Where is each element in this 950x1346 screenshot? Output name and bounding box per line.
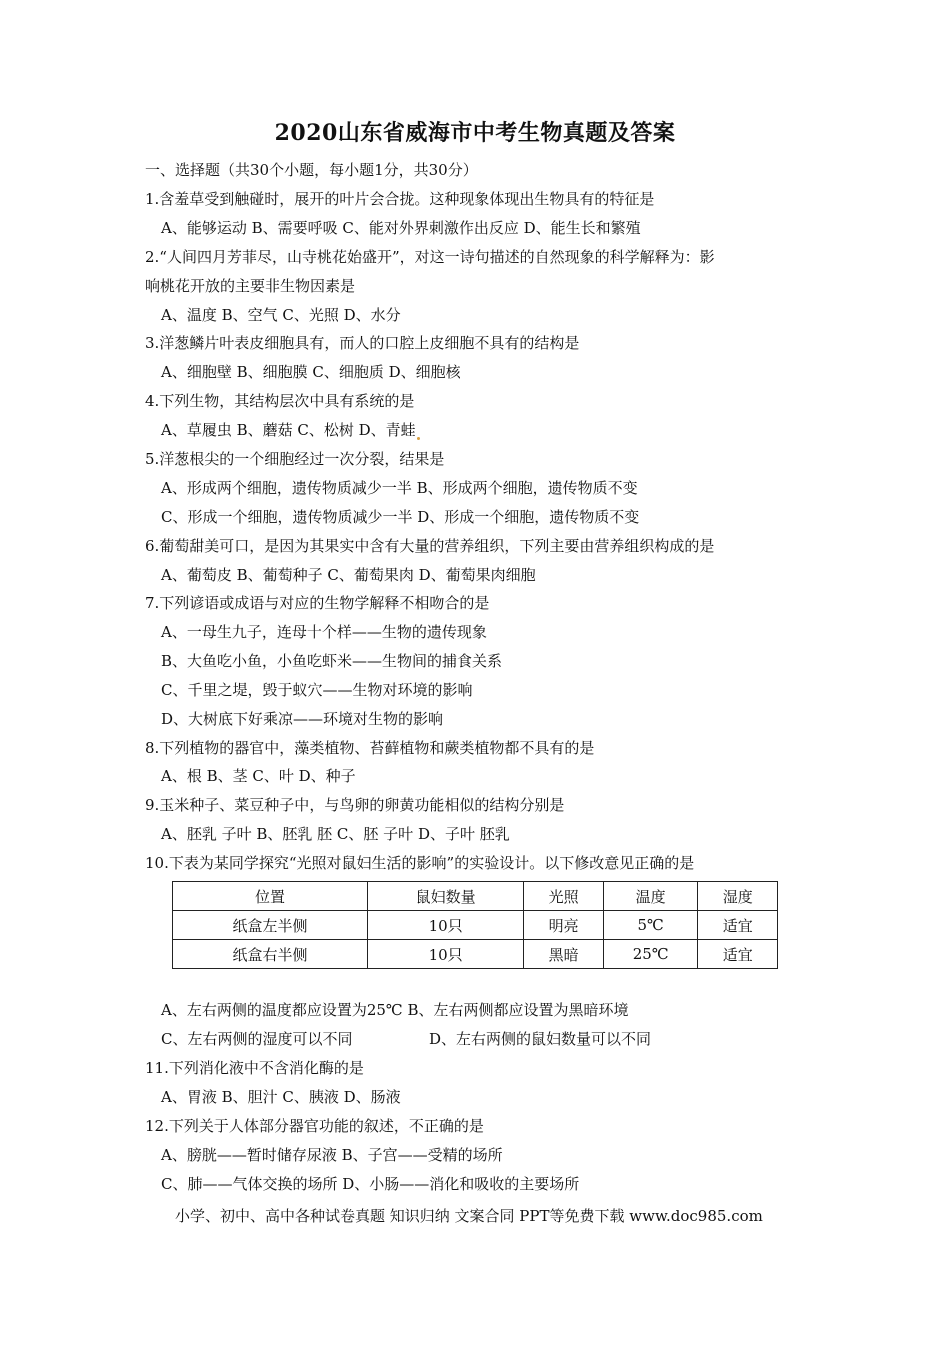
question-12-options-ab: A、膀胱——暂时储存尿液 B、子宫——受精的场所 <box>161 1146 503 1164</box>
table-cell: 10只 <box>367 911 523 940</box>
section-heading: 一、选择题（共30个小题，每小题1分，共30分） <box>145 161 478 179</box>
table-cell: 纸盒右半侧 <box>173 940 368 969</box>
table-cell: 纸盒左半侧 <box>173 911 368 940</box>
question-7-option-d: D、大树底下好乘凉——环境对生物的影响 <box>161 710 444 728</box>
question-5: 5.洋葱根尖的一个细胞经过一次分裂，结果是 <box>145 450 445 468</box>
table-row <box>173 911 778 940</box>
question-12-options-cd: C、肺——气体交换的场所 D、小肠——消化和吸收的主要场所 <box>161 1175 580 1193</box>
table-row <box>173 940 778 969</box>
experiment-table <box>172 881 778 969</box>
question-2-cont: 响桃花开放的主要非生物因素是 <box>145 277 356 295</box>
question-10-option-d: D、左右两侧的鼠妇数量可以不同 <box>429 1030 652 1048</box>
question-8: 8.下列植物的器官中，藻类植物、苔藓植物和蕨类植物都不具有的是 <box>145 739 595 757</box>
question-10: 10.下表为某同学探究“光照对鼠妇生活的影响”的实验设计。以下修改意见正确的是 <box>145 854 695 872</box>
table-header-cell: 位置 <box>173 882 368 911</box>
question-10-option-c: C、左右两侧的湿度可以不同 <box>161 1030 353 1048</box>
question-10-options-ab: A、左右两侧的温度都应设置为25℃ B、左右两侧都应设置为黑暗环境 <box>161 1001 629 1019</box>
question-7-option-a: A、一母生九子，连母十个样——生物的遗传现象 <box>161 623 487 641</box>
question-6: 6.葡萄甜美可口，是因为其果实中含有大量的营养组织，下列主要由营养组织构成的是 <box>145 537 715 555</box>
table-header-cell: 鼠妇数量 <box>367 882 523 911</box>
table-cell: 黑暗 <box>524 940 604 969</box>
question-5-options-cd: C、形成一个细胞，遗传物质减少一半 D、形成一个细胞，遗传物质不变 <box>161 508 640 526</box>
table-header-cell: 湿度 <box>698 882 778 911</box>
question-11: 11.下列消化液中不含消化酶的是 <box>145 1059 364 1077</box>
table-header-row <box>173 882 778 911</box>
question-4-options-text: A、草履虫 B、蘑菇 C、松树 D、青蛙 <box>161 421 416 439</box>
table-cell: 明亮 <box>524 911 604 940</box>
question-11-options: A、胃液 B、胆汁 C、胰液 D、肠液 <box>161 1088 401 1106</box>
question-12: 12.下列关于人体部分器官功能的叙述，不正确的是 <box>145 1117 484 1135</box>
page-footer: 小学、初中、高中各种试卷真题 知识归纳 文案合同 PPT等免费下载 www.doc985.com <box>175 1207 763 1225</box>
table-header-cell: 光照 <box>524 882 604 911</box>
question-5-options-ab: A、形成两个细胞，遗传物质减少一半 B、形成两个细胞，遗传物质不变 <box>161 479 638 497</box>
question-3-options: A、细胞壁 B、细胞膜 C、细胞质 D、细胞核 <box>161 363 461 381</box>
stray-mark <box>417 437 420 440</box>
question-6-options: A、葡萄皮 B、葡萄种子 C、葡萄果肉 D、葡萄果肉细胞 <box>161 566 536 584</box>
question-1: 1.含羞草受到触碰时，展开的叶片会合拢。这种现象体现出生物具有的特征是 <box>145 190 655 208</box>
question-1-options: A、能够运动 B、需要呼吸 C、能对外界刺激作出反应 D、能生长和繁殖 <box>161 219 641 237</box>
question-8-options: A、根 B、茎 C、叶 D、种子 <box>161 767 356 785</box>
question-2: 2.“人间四月芳菲尽，山寺桃花始盛开”，对这一诗句描述的自然现象的科学解释为：影 <box>145 248 715 266</box>
question-9-options: A、胚乳 子叶 B、胚乳 胚 C、胚 子叶 D、子叶 胚乳 <box>161 825 510 843</box>
table-header-cell: 温度 <box>603 882 698 911</box>
table-cell: 适宜 <box>698 911 778 940</box>
table-cell: 5℃ <box>603 911 698 940</box>
question-2-options: A、温度 B、空气 C、光照 D、水分 <box>161 306 401 324</box>
question-4: 4.下列生物，其结构层次中具有系统的是 <box>145 392 415 410</box>
question-3: 3.洋葱鳞片叶表皮细胞具有，而人的口腔上皮细胞不具有的结构是 <box>145 334 580 352</box>
table-cell: 25℃ <box>603 940 698 969</box>
question-7-option-b: B、大鱼吃小鱼，小鱼吃虾米——生物间的捕食关系 <box>161 652 503 670</box>
question-4-options <box>161 420 420 440</box>
table-cell: 10只 <box>367 940 523 969</box>
table-cell: 适宜 <box>698 940 778 969</box>
question-9: 9.玉米种子、菜豆种子中，与鸟卵的卵黄功能相似的结构分别是 <box>145 796 565 814</box>
page-title: 2020山东省威海市中考生物真题及答案 <box>274 120 676 146</box>
question-7-option-c: C、千里之堤，毁于蚁穴——生物对环境的影响 <box>161 681 473 699</box>
question-7: 7.下列谚语或成语与对应的生物学解释不相吻合的是 <box>145 594 490 612</box>
